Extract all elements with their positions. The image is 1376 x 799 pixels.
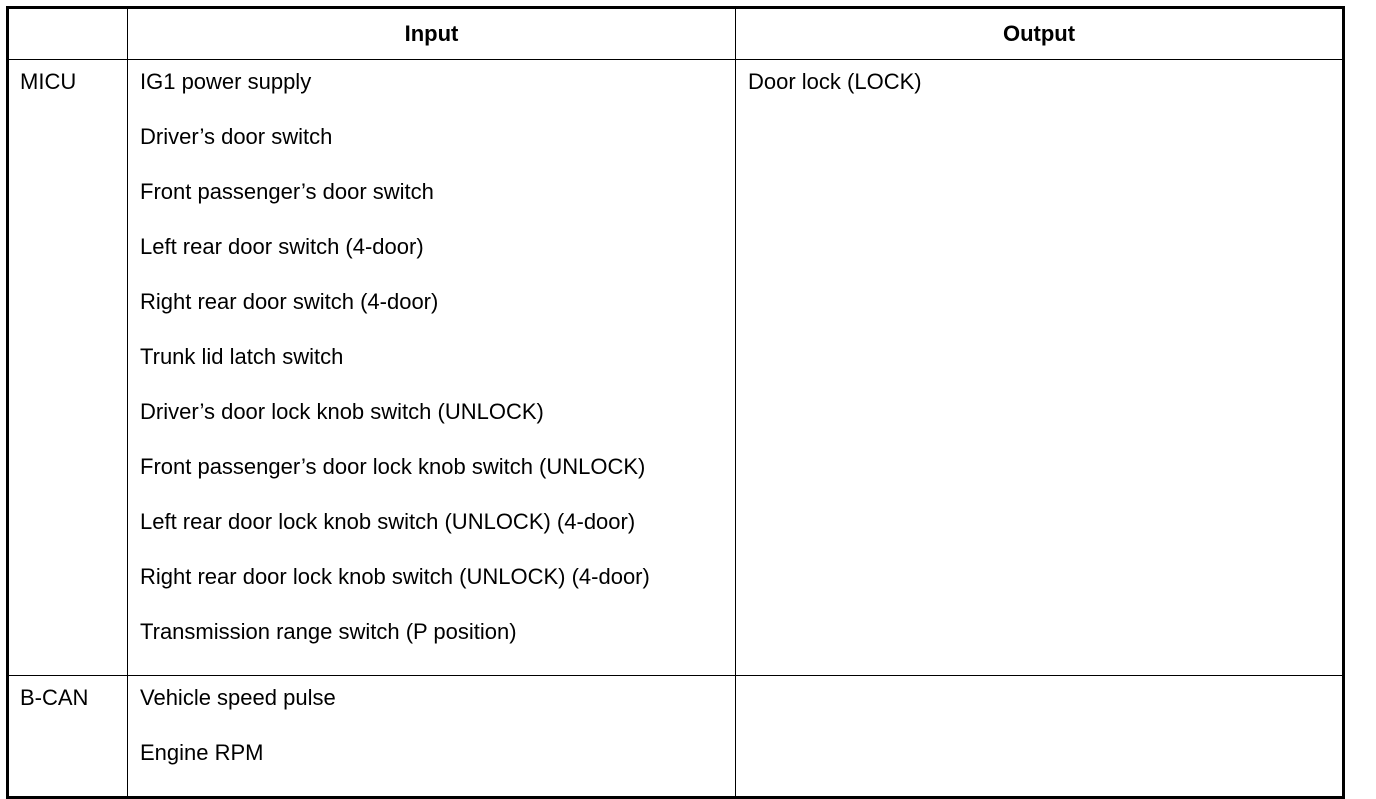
input-item: Vehicle speed pulse bbox=[140, 685, 336, 710]
input-item: Front passenger’s door switch bbox=[140, 179, 434, 204]
input-item: Transmission range switch (P position) bbox=[140, 619, 517, 644]
input-cell bbox=[128, 676, 736, 798]
input-list bbox=[128, 60, 735, 675]
output-text: Door lock (LOCK) bbox=[748, 69, 922, 94]
input-item: Trunk lid latch switch bbox=[140, 344, 344, 369]
output-text bbox=[736, 676, 1342, 686]
input-item: Driver’s door switch bbox=[140, 124, 333, 149]
input-item: Right rear door switch (4-door) bbox=[140, 289, 439, 314]
header-row bbox=[8, 8, 1344, 60]
input-item: Left rear door lock knob switch (UNLOCK) (4-door) bbox=[140, 509, 636, 534]
io-table bbox=[6, 6, 1345, 799]
input-item: Driver’s door lock knob switch (UNLOCK) bbox=[140, 399, 544, 424]
input-item: IG1 power supply bbox=[140, 69, 312, 94]
input-item: Engine RPM bbox=[140, 740, 264, 765]
table-row-bcan bbox=[8, 676, 1344, 798]
input-item: Right rear door lock knob switch (UNLOCK) (4-door) bbox=[140, 564, 650, 589]
header-output: Output bbox=[736, 8, 1344, 60]
group-cell bbox=[8, 60, 128, 676]
header-blank-cell bbox=[8, 8, 128, 60]
output-cell bbox=[736, 60, 1344, 676]
group-label-bcan: B-CAN bbox=[20, 685, 89, 710]
header-input: Input bbox=[128, 8, 736, 60]
group-cell bbox=[8, 676, 128, 798]
group-label-micu: MICU bbox=[20, 69, 77, 94]
output-cell bbox=[736, 676, 1344, 798]
input-item: Front passenger’s door lock knob switch (UNLOCK) bbox=[140, 454, 646, 479]
input-list bbox=[128, 676, 735, 796]
input-cell bbox=[128, 60, 736, 676]
input-item: Left rear door switch (4-door) bbox=[140, 234, 424, 259]
table-row-micu bbox=[8, 60, 1344, 676]
